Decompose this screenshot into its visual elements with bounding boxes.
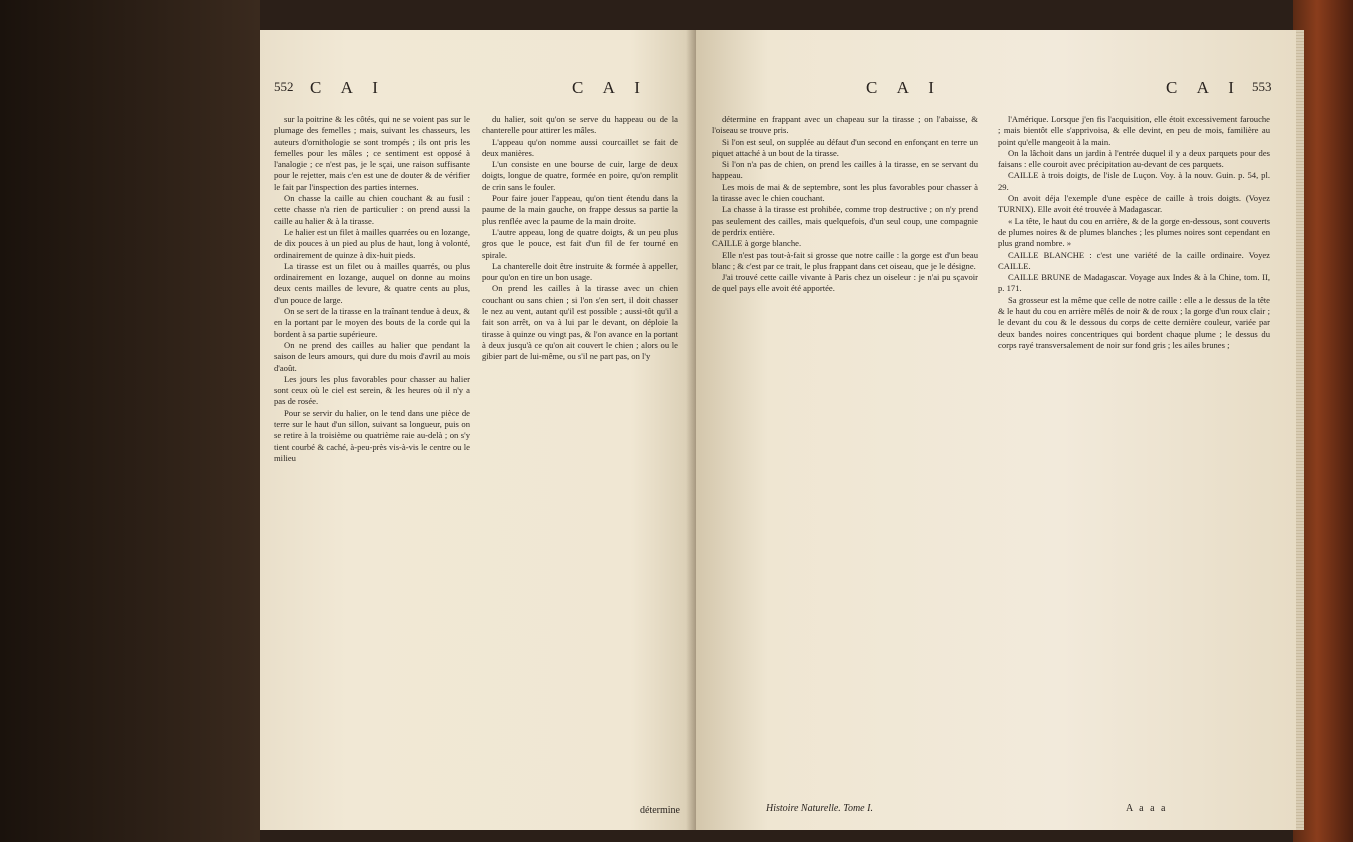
paragraph: On se sert de la tirasse en la traînant tendue à deux, & en la portant par le moyen des bouts de la corde qui la bordent à sa partie supérieure. bbox=[274, 306, 470, 339]
paragraph: J'ai trouvé cette caille vivante à Paris chez un oiseleur : je n'ai pu sçavoir de quel pays elle avoit été apportée. bbox=[712, 272, 978, 294]
right-page bbox=[696, 30, 1296, 830]
paragraph: sur la poitrine & les côtés, qui ne se voient pas sur le plumage des femelles ; mais, suivant les chasseurs, les auteurs d'ornithologie se sont trompés ; ils ont pris les femelles pour les mâles ; ce sentiment est opposé à l'analogie ; ce n'est pas, je le sçai, une raison suffisante pour le rejetter, mais c'en est une de douter & de vérifier le fait par l'inspection des parties internes. bbox=[274, 114, 470, 192]
paragraph: La chasse à la tirasse est prohibée, comme trop destructive ; on n'y prend pas seulement des cailles, mais quelquefois, d'un seul coup, une compagnie de perdrix entière. bbox=[712, 204, 978, 237]
paragraph: La chanterelle doit être instruite & formée à appeller, pour qu'on en tire un bon usage. bbox=[482, 260, 678, 283]
paragraph: L'un consiste en une bourse de cuir, large de deux doigts, longue de quatre, formée en poire, qu'on remplit de crin sans le fouler. bbox=[482, 159, 678, 192]
paragraph: Elle n'est pas tout-à-fait si grosse que notre caille : la gorge est d'un beau blanc ; & c'est par ce trait, le plus frappant dans cet oiseau, que je le désigne. bbox=[712, 249, 978, 271]
paragraph: Le halier est un filet à mailles quarrées ou en lozange, de dix pouces à un pied au plus de haut, long à volonté, ordinairement de quinze à dix-huit pieds. bbox=[274, 226, 470, 260]
right-running-head-1: C A I bbox=[866, 78, 942, 97]
left-page bbox=[260, 30, 696, 830]
section-heading: CAILLE à gorge blanche. bbox=[712, 238, 802, 249]
quotation: « La tête, le haut du cou en arrière, & de la gorge en-dessous, sont couverts de plumes noires & de plumes blanches ; les plumes noires sont cependant en plus grand nombre. » bbox=[998, 215, 1270, 249]
paragraph: du halier, soit qu'on se serve du happeau ou de la chanterelle pour attirer les mâles. bbox=[482, 114, 678, 136]
paragraph: On ne prend des cailles au halier que pendant la saison de leurs amours, qui dure du mois d'avril au mois d'août. bbox=[274, 339, 470, 373]
left-running-head-2: C A I bbox=[572, 78, 648, 97]
paragraph: On chasse la caille au chien couchant & au fusil : cette chasse n'a rien de particulier : on prend aussi la caille au halier & à la tirasse. bbox=[274, 193, 470, 226]
right-column-1 bbox=[712, 114, 978, 295]
left-running-head-1: C A I bbox=[310, 78, 386, 97]
section-heading: CAILLE BRUNE de Madagascar. Voyage aux Indes & à la Chine, tom. II, p. 171. bbox=[998, 272, 1270, 294]
section-heading: CAILLE à trois doigts, de l'isle de Luçon. Voy. à la nouv. Guin. p. 54, pl. 29. bbox=[998, 170, 1270, 192]
left-catchword: détermine bbox=[640, 805, 680, 816]
footer-title: Histoire Naturelle. Tome I. bbox=[766, 803, 873, 814]
section-heading: CAILLE BLANCHE : c'est une variété de la caille ordinaire. Voyez CAILLE. bbox=[998, 249, 1270, 271]
paragraph: On avoit déja l'exemple d'une espèce de caille à trois doigts. (Voyez TURNIX). Elle avoit été trouvée à Madagascar. bbox=[998, 193, 1270, 215]
left-column-2 bbox=[482, 114, 678, 363]
left-column-1 bbox=[274, 114, 470, 464]
left-page-number: 552 bbox=[274, 79, 294, 94]
right-column-2 bbox=[998, 114, 1270, 351]
paragraph: Si l'on n'a pas de chien, on prend les cailles à la tirasse, en se servant du happeau. bbox=[712, 159, 978, 181]
signature-mark: A a a a bbox=[1126, 803, 1168, 814]
paragraph: Pour faire jouer l'appeau, qu'on tient étendu dans la paume de la main gauche, on frappe dessus sa partie la plus renflée avec la paume de la main droite. bbox=[482, 193, 678, 226]
paragraph: Si l'on est seul, on supplée au défaut d'un second en enfonçant en terre un piquet attaché à un bout de la tirasse. bbox=[712, 136, 978, 158]
paragraph: Les mois de mai & de septembre, sont les plus favorables pour chasser à la tirasse avec le chien couchant. bbox=[712, 181, 978, 204]
book-cover-left bbox=[0, 0, 260, 842]
paragraph: Les jours les plus favorables pour chasser au halier sont ceux où le ciel est serein, & les heures où il n'y a pas de rosée. bbox=[274, 373, 470, 407]
right-page-number: 553 bbox=[1252, 79, 1272, 94]
paragraph: Sa grosseur est la même que celle de notre caille : elle a le dessus de la tête & le haut du cou en arrière mêlés de noir & de roux ; la gorge d'un roux clair ; le devant du cou & le dessous du corps de cette dernière couleur, variée par deux bandes noires concentriques qui bordent chaque plume ; le dessus du corps rayé transversalement de noir sur fond gris ; les ailes brunes ; bbox=[998, 294, 1270, 350]
page-edges bbox=[1296, 30, 1304, 830]
paragraph: L'autre appeau, long de quatre doigts, & un peu plus gros que le pouce, est fait d'un fil de fer tourné en spirale. bbox=[482, 226, 678, 260]
paragraph: L'appeau qu'on nomme aussi courcaillet se fait de deux manières. bbox=[482, 136, 678, 158]
paragraph: On la lâchoit dans un jardin à l'entrée duquel il y a deux parquets pour des faisans : elle couroit avec précipitation au-devant de ces parquets. bbox=[998, 147, 1270, 170]
paragraph: La tirasse est un filet ou à mailles quarrés, ou plus ordinairement en lozange, auquel on donne au moins deux cents mailles de levure, & quatre cents au plus, d'un pouce de large. bbox=[274, 260, 470, 305]
right-running-head-2: C A I bbox=[1166, 78, 1242, 97]
paragraph: On prend les cailles à la tirasse avec un chien couchant ou sans chien ; si l'on s'en sert, il doit chasser le nez au vent, autant qu'il est possible ; aussi-tôt qu'il a fait son arrêt, on va à lui par le devant, on déploie la tirasse à quinze ou vingt pas, & l'on avance en la portant à deux jusqu'à ce qu'on ait couvert le chien ; alors ou le gibier part de lui-même, ou s'il ne part pas, on l'y bbox=[482, 283, 678, 362]
paragraph: Pour se servir du halier, on le tend dans une pièce de terre sur le haut d'un sillon, suivant sa longueur, puis on se retire à la troisième ou quatrième raie au-delà ; on s'y tient courbé & caché, à-peu-près vis-à-vis le centre ou le milieu bbox=[274, 407, 470, 463]
paragraph: l'Amérique. Lorsque j'en fis l'acquisition, elle étoit excessivement farouche ; mais bientôt elle s'apprivoisa, & elle devint, en peu de mois, familière au point qu'elle mangeoit à la main. bbox=[998, 114, 1270, 147]
paragraph: détermine en frappant avec un chapeau sur la tirasse ; on l'abaisse, & l'oiseau se trouve pris. bbox=[712, 114, 978, 136]
